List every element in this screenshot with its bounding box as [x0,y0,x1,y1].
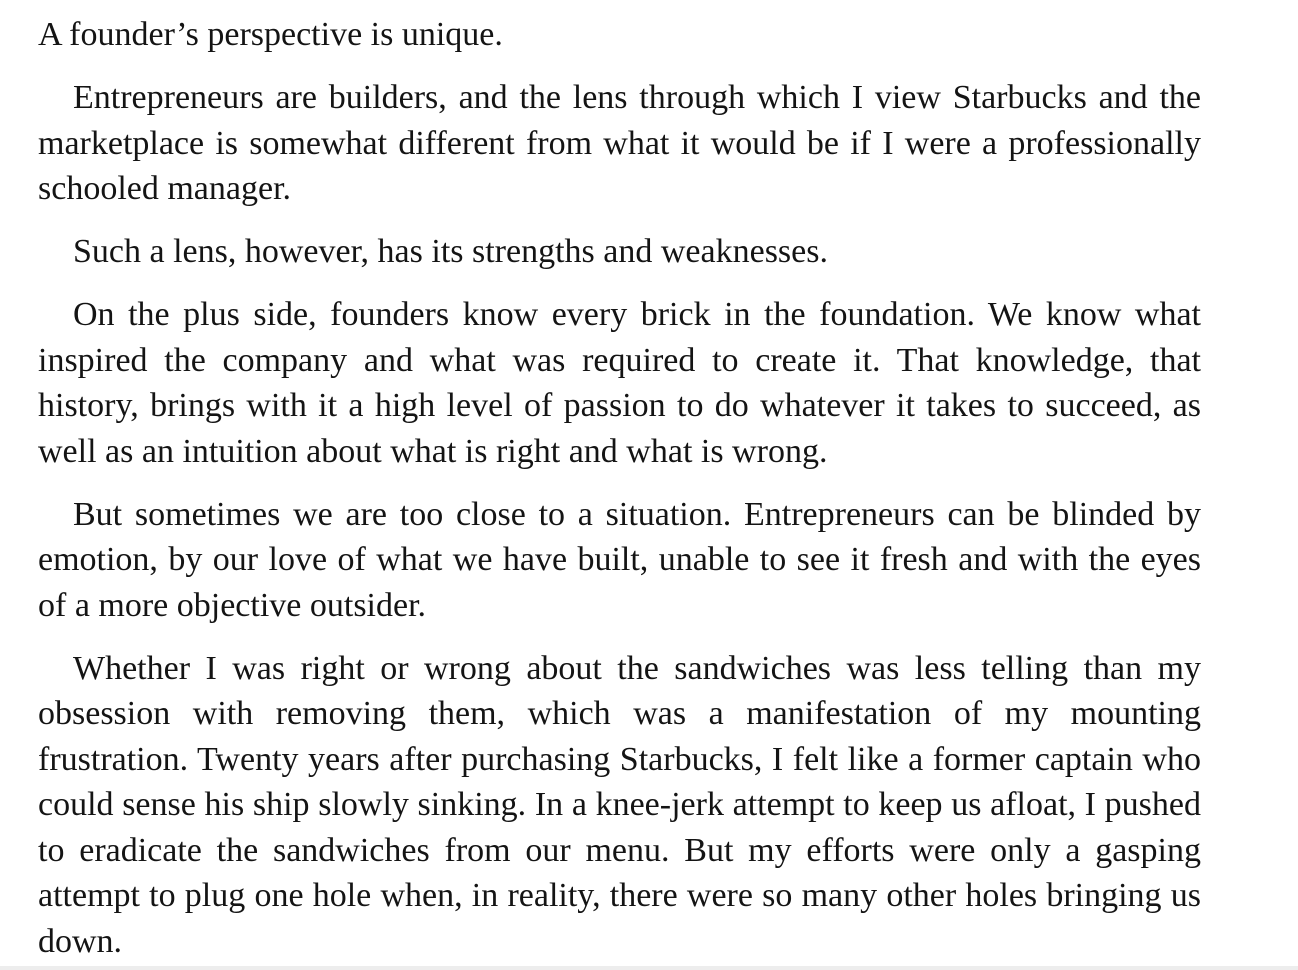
paragraph: But sometimes we are too close to a situation. Entrepreneurs can be blinded by emotion, by our love of what we have built, unable to see it fresh and with the eyes of a more objective outsider. [38,495,1201,624]
paragraph: A founder’s perspective is unique. [38,16,503,53]
paragraph: Such a lens, however, has its strengths and weaknesses. [73,233,828,270]
paragraph: Entrepreneurs are builders, and the lens through which I view Starbucks and the marketplace is somewhat different from what it would be if I were a professionally schooled manager. [38,79,1201,207]
paragraph: Whether I was right or wrong about the sandwiches was less telling than my obsession with removing them, which was a manifestation of my mounting frustration. Twenty years after purchasing Starbucks, I felt like a former captain who could sense his ship slowly sinking. In a knee-jerk attempt to keep us afloat, I pushed to eradicate the sandwiches from our menu. But my efforts were only a gasping attempt to plug one hole when, in reality, there were so many other holes bringing us down. [38,649,1201,960]
paragraph: On the plus side, founders know every brick in the foundation. We know what inspired the company and what was required to create it. That knowledge, that history, brings with it a high level of passion to do whatever it takes to succeed, as well as an intuition about what is right and what is wrong. [38,296,1201,470]
page-bottom-edge [0,966,1298,970]
